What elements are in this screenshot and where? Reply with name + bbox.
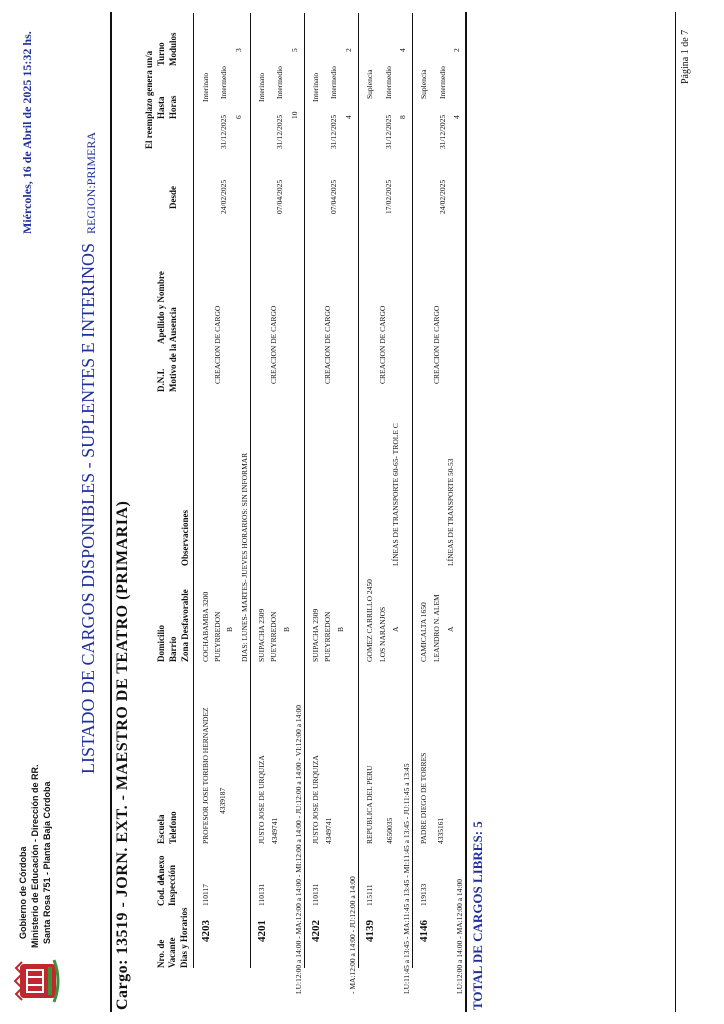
- row-rule: [358, 13, 359, 968]
- row-barrio: LOS NARANJOS: [378, 606, 387, 662]
- cordoba-coat-of-arms-icon: [14, 956, 62, 1006]
- row-nro: 4202: [310, 920, 322, 942]
- cargo-title: Cargo: 13519 - JORN. EXT. - MAESTRO DE TEATRO (PRIMARIA): [114, 500, 131, 1010]
- row-barrio: PUEYRREDON: [269, 611, 278, 662]
- org-line-3: Santa Rosa 751 - Planta Baja Córdoba: [42, 781, 52, 944]
- row-domicilio: SUIPACHA 2309: [257, 608, 266, 662]
- row-domicilio: CAMICALTA 1650: [419, 602, 428, 662]
- row-modulos: 2: [344, 48, 353, 52]
- row-cod: 110117: [201, 884, 210, 906]
- report-date: Miércoles, 16 de Abril de 2025 15:32 hs.: [20, 31, 34, 234]
- col-desde: Desde: [168, 186, 178, 209]
- page-title: LISTADO DE CARGOS DISPONIBLES - SUPLENTES E INTERINOS: [78, 242, 98, 774]
- col-telefono: Telefono: [168, 811, 178, 844]
- row-dias: LU:12:00 a 14:00 - MA:12:00 a 14:00 - MI:12:00 a 14:00 - JU:12:00 a 14:00 - VI:12:00 a 14:00: [294, 704, 303, 994]
- row-motivo: CREACION DE CARGO: [378, 305, 387, 384]
- col-apellido: Apellido y Nombre: [156, 271, 166, 344]
- row-barrio: PUEYRREDON: [213, 611, 222, 662]
- row-horas: 8: [398, 115, 407, 119]
- total-label: TOTAL DE CARGOS LIBRES: 5: [470, 821, 485, 1010]
- row-telefono: 4335161: [436, 817, 445, 844]
- row-nro: 4139: [364, 920, 376, 942]
- row-horas: 6: [234, 115, 243, 119]
- row-nro: 4146: [418, 920, 430, 942]
- row-domicilio: COCHABAMBA 3200: [201, 591, 210, 662]
- row-zona: A: [391, 626, 400, 632]
- row-horas: 4: [344, 115, 353, 119]
- row-modulos: 3: [234, 48, 243, 52]
- row-turno: Intermedio: [329, 66, 338, 99]
- row-tipo: Interinato: [257, 72, 266, 102]
- row-rule: [250, 13, 251, 968]
- row-turno: Intermedio: [275, 66, 284, 99]
- col-nro-2: Vacante: [167, 937, 177, 968]
- col-cod-1: Cod. de: [156, 876, 166, 906]
- row-dias: DIAS: LUNES- MARTES- JUEVES HORARIOS: SIN INFORMAR: [240, 452, 249, 662]
- region-label: REGION:PRIMERA: [84, 131, 98, 234]
- row-motivo: CREACION DE CARGO: [323, 305, 332, 384]
- col-turno: Turno: [156, 42, 166, 66]
- row-barrio: PUEYRREDON: [323, 611, 332, 662]
- row-desde: 07/04/2025: [275, 179, 284, 214]
- row-modulos: 5: [290, 48, 299, 52]
- row-dias: LU:11:45 a 13:45 - MA:11:45 a 13:45 - MI:11:45 a 13:45 - JU:11:45 a 13:45: [402, 763, 411, 994]
- row-observaciones: LÍNEAS DE TRANSPORTE 50-53: [446, 458, 455, 566]
- col-reemplazo: El reemplazo genera un/a: [144, 50, 154, 149]
- col-dni: D.N.I.: [156, 368, 166, 392]
- row-telefono: 4650035: [385, 817, 394, 844]
- col-dias: Dias y Horarios: [179, 907, 189, 968]
- row-modulos: 2: [452, 48, 461, 52]
- row-rule: [465, 12, 467, 1012]
- row-tipo: Interinato: [311, 72, 320, 102]
- row-dias: LU:12:00 a 14:00 - MA:12:00 a 14:00: [455, 879, 464, 994]
- row-hasta: 31/12/2025: [275, 114, 284, 149]
- row-zona: B: [282, 626, 291, 632]
- col-observaciones: Observaciones: [180, 510, 190, 566]
- row-zona: B: [225, 626, 234, 632]
- org-line-2: Ministerio de Educación - Dirección de RR.: [30, 764, 40, 948]
- row-motivo: CREACION DE CARGO: [213, 305, 222, 384]
- row-cod: 110131: [311, 883, 320, 906]
- col-horas: Horas: [168, 95, 178, 119]
- row-desde: 24/02/2025: [219, 179, 228, 214]
- row-turno: Intermedio: [438, 66, 447, 99]
- org-line-1: Gobierno de Córdoba: [18, 846, 28, 939]
- col-zona: Zona Desfavorable: [180, 589, 190, 662]
- row-hasta: 31/12/2025: [329, 114, 338, 149]
- row-telefono: 4339187: [218, 787, 227, 814]
- col-anexo: Anexo: [156, 855, 166, 880]
- row-barrio: LEANDRO N. ALEM: [432, 594, 441, 662]
- row-tipo: Suplencia: [365, 69, 374, 99]
- row-tipo: Suplencia: [419, 69, 428, 99]
- row-motivo: CREACION DE CARGO: [269, 305, 278, 384]
- row-desde: 17/02/2025: [384, 179, 393, 214]
- row-cod: 115111: [365, 884, 374, 906]
- col-motivo: Motivo de la Ausencia: [168, 307, 178, 392]
- row-cod: 119133: [419, 883, 428, 906]
- row-telefono: 4349741: [270, 817, 279, 844]
- row-desde: 07/04/2025: [329, 179, 338, 214]
- row-motivo: CREACION DE CARGO: [432, 305, 441, 384]
- row-hasta: 31/12/2025: [438, 114, 447, 149]
- row-observaciones: LÍNEAS DE TRANSPORTE 60-65- TROLE C: [391, 423, 400, 566]
- row-cod: 110131: [257, 883, 266, 906]
- row-horas: 4: [452, 115, 461, 119]
- row-hasta: 31/12/2025: [219, 114, 228, 149]
- header-rule: [193, 13, 194, 968]
- footer-rule: [675, 12, 676, 1012]
- row-escuela: REPUBLICA DEL PERU: [365, 765, 374, 844]
- row-desde: 24/02/2025: [438, 179, 447, 214]
- row-turno: Intermedio: [219, 66, 228, 99]
- row-nro: 4203: [200, 920, 212, 942]
- row-escuela: PADRE DIEGO DE TORRES: [419, 752, 428, 844]
- row-dias: - MA:12:00 a 14:00 - JU:12:00 a 14:00: [348, 876, 357, 994]
- col-nro-1: Nro. de: [156, 939, 166, 968]
- row-zona: A: [446, 626, 455, 632]
- col-barrio: Barrio: [168, 636, 178, 662]
- row-rule: [412, 13, 413, 968]
- row-rule: [304, 13, 305, 968]
- row-telefono: 4349741: [324, 817, 333, 844]
- row-domicilio: GOMEZ CARRILLO 2450: [365, 579, 374, 662]
- col-escuela: Escuela: [156, 814, 166, 844]
- page-number: Página 1 de 7: [680, 29, 691, 84]
- row-escuela: JUSTO JOSE DE URQUIZA: [257, 755, 266, 844]
- row-escuela: PROFESOR JOSE TORIBIO HERNANDEZ: [201, 707, 210, 844]
- col-cod-2: Inspección: [167, 864, 177, 906]
- row-escuela: JUSTO JOSE DE URQUIZA: [311, 755, 320, 844]
- row-horas: 10: [290, 111, 299, 119]
- row-zona: B: [336, 626, 345, 632]
- col-hasta: Hasta: [156, 96, 166, 119]
- row-hasta: 31/12/2025: [384, 114, 393, 149]
- cargo-top-rule: [110, 12, 112, 1012]
- col-modulos: Modulos: [168, 32, 178, 66]
- col-domicilio: Domicilio: [156, 625, 166, 662]
- row-tipo: Interinato: [201, 72, 210, 102]
- row-turno: Intermedio: [384, 66, 393, 99]
- row-nro: 4201: [256, 920, 268, 942]
- row-domicilio: SUIPACHA 2309: [311, 608, 320, 662]
- row-modulos: 4: [398, 48, 407, 52]
